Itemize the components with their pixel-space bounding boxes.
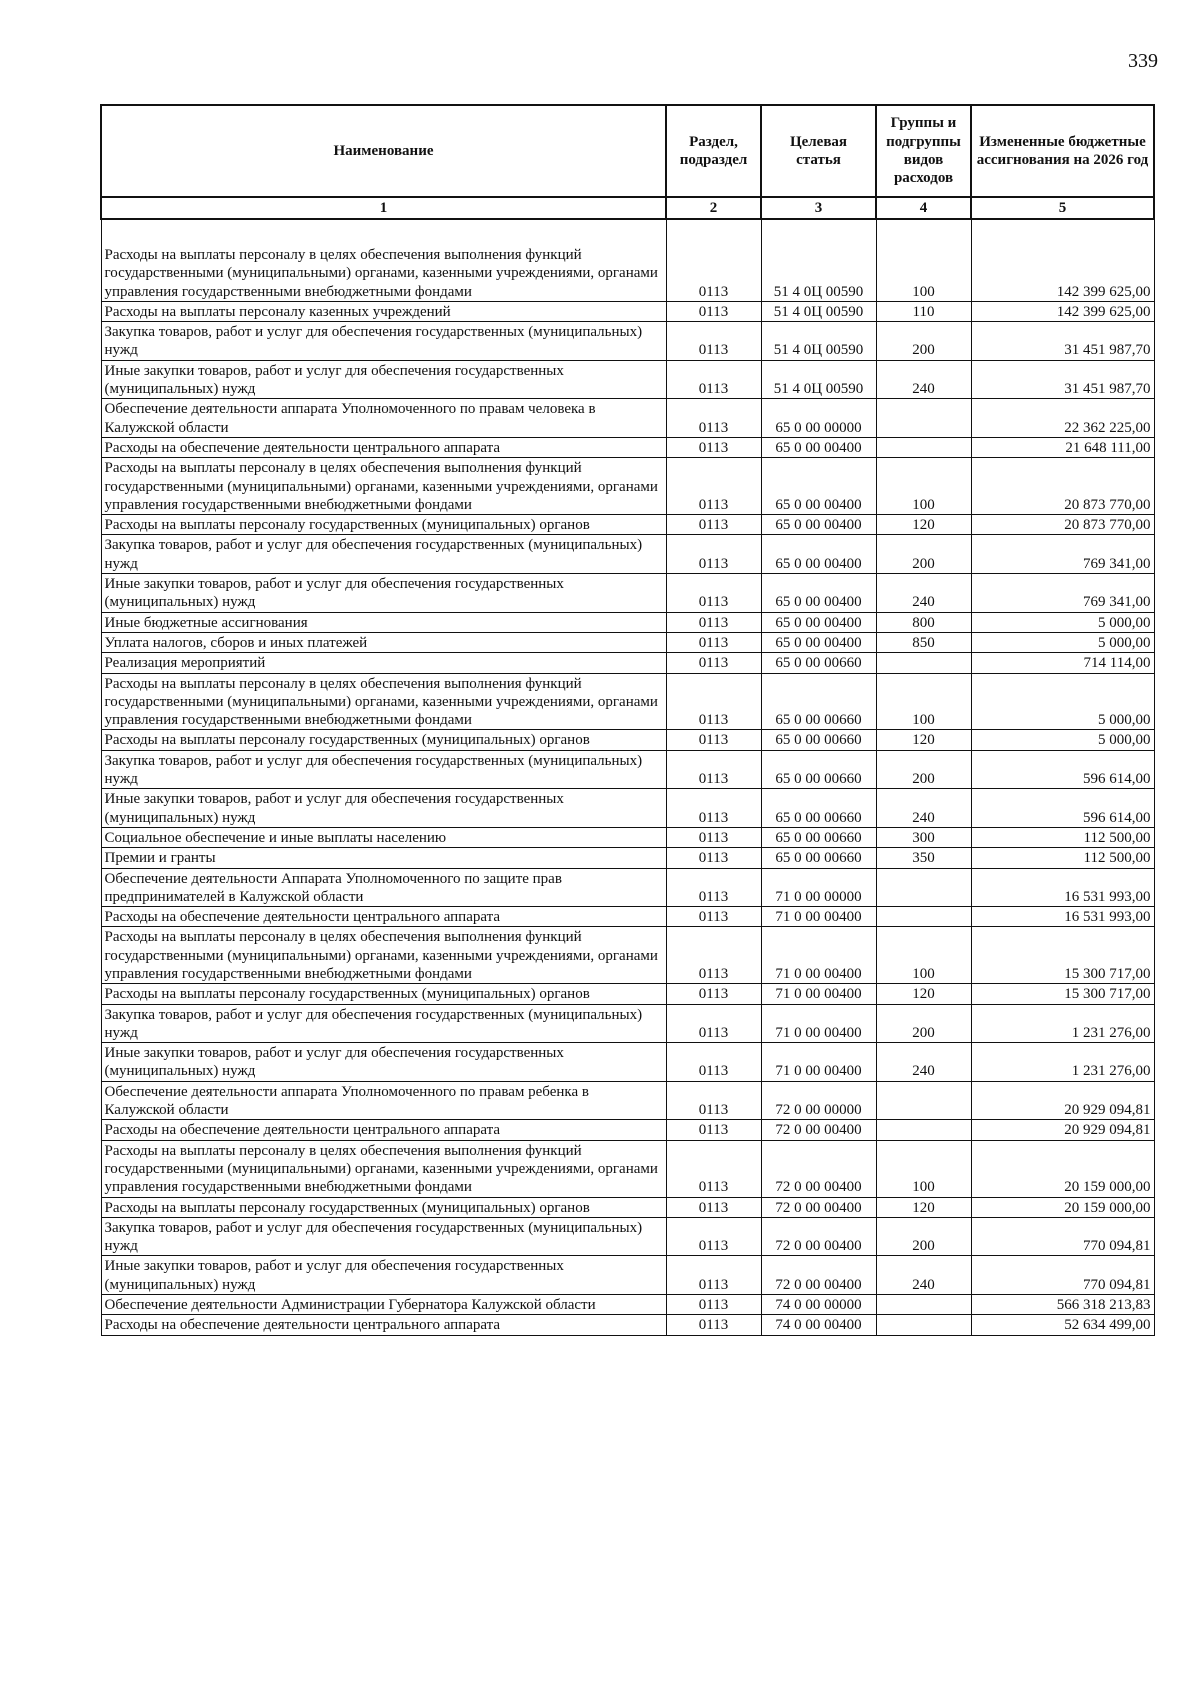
row-group: 240 xyxy=(876,1256,971,1295)
row-amount: 20 873 770,00 xyxy=(971,458,1154,515)
row-amount: 566 318 213,83 xyxy=(971,1295,1154,1315)
row-target: 65 0 00 00400 xyxy=(761,437,876,457)
row-section: 0113 xyxy=(666,1081,761,1120)
row-name: Иные закупки товаров, работ и услуг для обеспечения государственных (муниципальных) нужд xyxy=(101,789,666,828)
row-group: 100 xyxy=(876,219,971,301)
row-section: 0113 xyxy=(666,1120,761,1140)
row-section: 0113 xyxy=(666,1197,761,1217)
row-group xyxy=(876,1315,971,1335)
table-row xyxy=(101,322,1154,361)
budget-table xyxy=(100,104,1155,1336)
table-row xyxy=(101,535,1154,574)
row-section: 0113 xyxy=(666,360,761,399)
table-row xyxy=(101,984,1154,1004)
table-row xyxy=(101,515,1154,535)
row-section: 0113 xyxy=(666,1256,761,1295)
row-name: Расходы на выплаты персоналу государственных (муниципальных) органов xyxy=(101,1197,666,1217)
row-group: 240 xyxy=(876,1043,971,1082)
row-amount: 769 341,00 xyxy=(971,574,1154,613)
row-target: 51 4 0Ц 00590 xyxy=(761,219,876,301)
row-name: Реализация мероприятий xyxy=(101,653,666,673)
row-group: 120 xyxy=(876,1197,971,1217)
table-row xyxy=(101,848,1154,868)
row-group: 350 xyxy=(876,848,971,868)
column-number: 4 xyxy=(876,197,971,219)
row-section: 0113 xyxy=(666,301,761,321)
row-amount: 31 451 987,70 xyxy=(971,360,1154,399)
row-group: 120 xyxy=(876,730,971,750)
row-section: 0113 xyxy=(666,1140,761,1197)
row-group: 100 xyxy=(876,927,971,984)
row-amount: 770 094,81 xyxy=(971,1256,1154,1295)
row-name: Иные бюджетные ассигнования xyxy=(101,612,666,632)
row-section: 0113 xyxy=(666,984,761,1004)
table-row xyxy=(101,437,1154,457)
row-target: 65 0 00 00660 xyxy=(761,848,876,868)
row-group: 100 xyxy=(876,1140,971,1197)
row-section: 0113 xyxy=(666,399,761,438)
row-name: Обеспечение деятельности Аппарата Уполномоченного по защите прав предпринимателей в Калужской области xyxy=(101,868,666,907)
row-target: 72 0 00 00000 xyxy=(761,1081,876,1120)
table-row xyxy=(101,907,1154,927)
row-target: 71 0 00 00400 xyxy=(761,927,876,984)
row-name: Расходы на выплаты персоналу в целях обеспечения выполнения функций государственными (муниципальными) органами, казенными учреждениями, органами управления государственными внебюджетными фондами xyxy=(101,673,666,730)
row-section: 0113 xyxy=(666,1217,761,1256)
row-section: 0113 xyxy=(666,632,761,652)
row-name: Расходы на выплаты персоналу государственных (муниципальных) органов xyxy=(101,730,666,750)
row-group: 200 xyxy=(876,1004,971,1043)
row-amount: 770 094,81 xyxy=(971,1217,1154,1256)
table-row xyxy=(101,827,1154,847)
row-target: 65 0 00 00400 xyxy=(761,535,876,574)
row-name: Обеспечение деятельности Администрации Губернатора Калужской области xyxy=(101,1295,666,1315)
row-name: Социальное обеспечение и иные выплаты населению xyxy=(101,827,666,847)
row-section: 0113 xyxy=(666,535,761,574)
table-row xyxy=(101,360,1154,399)
row-section: 0113 xyxy=(666,322,761,361)
column-number: 5 xyxy=(971,197,1154,219)
row-group: 300 xyxy=(876,827,971,847)
row-amount: 596 614,00 xyxy=(971,750,1154,789)
row-section: 0113 xyxy=(666,612,761,632)
table-row xyxy=(101,458,1154,515)
row-group: 100 xyxy=(876,673,971,730)
row-section: 0113 xyxy=(666,750,761,789)
row-section: 0113 xyxy=(666,848,761,868)
row-amount: 15 300 717,00 xyxy=(971,984,1154,1004)
row-section: 0113 xyxy=(666,515,761,535)
row-target: 71 0 00 00400 xyxy=(761,907,876,927)
row-target: 72 0 00 00400 xyxy=(761,1217,876,1256)
row-amount: 22 362 225,00 xyxy=(971,399,1154,438)
row-section: 0113 xyxy=(666,1004,761,1043)
page-number: 339 xyxy=(1128,50,1158,72)
table-row xyxy=(101,301,1154,321)
row-name: Расходы на обеспечение деятельности центрального аппарата xyxy=(101,907,666,927)
table-row xyxy=(101,219,1154,301)
row-name: Расходы на выплаты персоналу казенных учреждений xyxy=(101,301,666,321)
row-amount: 1 231 276,00 xyxy=(971,1043,1154,1082)
row-name: Премии и гранты xyxy=(101,848,666,868)
table-row xyxy=(101,730,1154,750)
row-section: 0113 xyxy=(666,653,761,673)
row-target: 51 4 0Ц 00590 xyxy=(761,360,876,399)
row-amount: 20 159 000,00 xyxy=(971,1197,1154,1217)
row-group: 240 xyxy=(876,789,971,828)
table-row xyxy=(101,574,1154,613)
row-amount: 5 000,00 xyxy=(971,632,1154,652)
row-group: 200 xyxy=(876,750,971,789)
row-target: 65 0 00 00660 xyxy=(761,789,876,828)
column-number: 2 xyxy=(666,197,761,219)
row-section: 0113 xyxy=(666,927,761,984)
row-target: 74 0 00 00000 xyxy=(761,1295,876,1315)
row-name: Закупка товаров, работ и услуг для обеспечения государственных (муниципальных) нужд xyxy=(101,535,666,574)
table-row xyxy=(101,868,1154,907)
row-target: 71 0 00 00400 xyxy=(761,1043,876,1082)
row-amount: 5 000,00 xyxy=(971,612,1154,632)
row-amount: 15 300 717,00 xyxy=(971,927,1154,984)
table-row xyxy=(101,1043,1154,1082)
row-amount: 31 451 987,70 xyxy=(971,322,1154,361)
row-name: Расходы на выплаты персоналу государственных (муниципальных) органов xyxy=(101,984,666,1004)
row-target: 71 0 00 00400 xyxy=(761,984,876,1004)
row-target: 65 0 00 00400 xyxy=(761,574,876,613)
column-number: 1 xyxy=(101,197,666,219)
row-group: 200 xyxy=(876,535,971,574)
row-name: Иные закупки товаров, работ и услуг для обеспечения государственных (муниципальных) нужд xyxy=(101,1043,666,1082)
row-target: 74 0 00 00400 xyxy=(761,1315,876,1335)
row-amount: 16 531 993,00 xyxy=(971,907,1154,927)
row-section: 0113 xyxy=(666,827,761,847)
row-name: Расходы на выплаты персоналу в целях обеспечения выполнения функций государственными (муниципальными) органами, казенными учреждениями, органами управления государственными внебюджетными фондами xyxy=(101,1140,666,1197)
row-section: 0113 xyxy=(666,1315,761,1335)
table-row xyxy=(101,632,1154,652)
row-amount: 1 231 276,00 xyxy=(971,1004,1154,1043)
row-amount: 5 000,00 xyxy=(971,730,1154,750)
row-amount: 52 634 499,00 xyxy=(971,1315,1154,1335)
row-amount: 16 531 993,00 xyxy=(971,868,1154,907)
row-target: 51 4 0Ц 00590 xyxy=(761,322,876,361)
header-name: Наименование xyxy=(101,105,666,197)
row-group xyxy=(876,1120,971,1140)
row-name: Обеспечение деятельности аппарата Уполномоченного по правам ребенка в Калужской области xyxy=(101,1081,666,1120)
row-target: 65 0 00 00400 xyxy=(761,515,876,535)
row-name: Иные закупки товаров, работ и услуг для обеспечения государственных (муниципальных) нужд xyxy=(101,1256,666,1295)
row-group: 110 xyxy=(876,301,971,321)
row-name: Расходы на выплаты персоналу в целях обеспечения выполнения функций государственными (муниципальными) органами, казенными учреждениями, органами управления государственными внебюджетными фондами xyxy=(101,458,666,515)
row-section: 0113 xyxy=(666,1295,761,1315)
table-row xyxy=(101,399,1154,438)
row-target: 72 0 00 00400 xyxy=(761,1197,876,1217)
row-target: 65 0 00 00660 xyxy=(761,653,876,673)
table-body xyxy=(101,219,1154,1335)
row-group xyxy=(876,1081,971,1120)
table-row xyxy=(101,1120,1154,1140)
row-section: 0113 xyxy=(666,868,761,907)
row-name: Расходы на выплаты персоналу в целях обеспечения выполнения функций государственными (муниципальными) органами, казенными учреждениями, органами управления государственными внебюджетными фондами xyxy=(101,219,666,301)
row-group: 120 xyxy=(876,515,971,535)
table-header-row xyxy=(101,105,1154,197)
row-section: 0113 xyxy=(666,789,761,828)
row-amount: 112 500,00 xyxy=(971,848,1154,868)
row-name: Расходы на выплаты персоналу в целях обеспечения выполнения функций государственными (муниципальными) органами, казенными учреждениями, органами управления государственными внебюджетными фондами xyxy=(101,927,666,984)
row-group xyxy=(876,399,971,438)
row-target: 65 0 00 00660 xyxy=(761,827,876,847)
row-target: 72 0 00 00400 xyxy=(761,1256,876,1295)
header-amount: Измененные бюджетные ассигнования на 2026 год xyxy=(971,105,1154,197)
table-row xyxy=(101,653,1154,673)
row-name: Расходы на выплаты персоналу государственных (муниципальных) органов xyxy=(101,515,666,535)
row-amount: 596 614,00 xyxy=(971,789,1154,828)
row-target: 71 0 00 00400 xyxy=(761,1004,876,1043)
row-section: 0113 xyxy=(666,907,761,927)
row-name: Закупка товаров, работ и услуг для обеспечения государственных (муниципальных) нужд xyxy=(101,750,666,789)
row-name: Иные закупки товаров, работ и услуг для обеспечения государственных (муниципальных) нужд xyxy=(101,574,666,613)
table-row xyxy=(101,750,1154,789)
row-section: 0113 xyxy=(666,458,761,515)
row-amount: 714 114,00 xyxy=(971,653,1154,673)
row-name: Обеспечение деятельности аппарата Уполномоченного по правам человека в Калужской области xyxy=(101,399,666,438)
column-number: 3 xyxy=(761,197,876,219)
row-section: 0113 xyxy=(666,219,761,301)
row-target: 72 0 00 00400 xyxy=(761,1120,876,1140)
row-group xyxy=(876,653,971,673)
row-group: 850 xyxy=(876,632,971,652)
row-section: 0113 xyxy=(666,673,761,730)
row-amount: 20 873 770,00 xyxy=(971,515,1154,535)
row-group: 800 xyxy=(876,612,971,632)
row-target: 71 0 00 00000 xyxy=(761,868,876,907)
row-section: 0113 xyxy=(666,437,761,457)
row-name: Расходы на обеспечение деятельности центрального аппарата xyxy=(101,437,666,457)
table-row xyxy=(101,1315,1154,1335)
row-amount: 20 159 000,00 xyxy=(971,1140,1154,1197)
table-row xyxy=(101,1295,1154,1315)
column-number-row xyxy=(101,197,1154,219)
row-amount: 20 929 094,81 xyxy=(971,1120,1154,1140)
row-target: 65 0 00 00660 xyxy=(761,673,876,730)
table-row xyxy=(101,927,1154,984)
row-target: 65 0 00 00400 xyxy=(761,458,876,515)
table-row xyxy=(101,1217,1154,1256)
row-group xyxy=(876,868,971,907)
row-target: 65 0 00 00400 xyxy=(761,632,876,652)
row-section: 0113 xyxy=(666,730,761,750)
table-row xyxy=(101,789,1154,828)
row-amount: 5 000,00 xyxy=(971,673,1154,730)
row-section: 0113 xyxy=(666,574,761,613)
table-row xyxy=(101,612,1154,632)
row-target: 51 4 0Ц 00590 xyxy=(761,301,876,321)
row-group xyxy=(876,1295,971,1315)
row-name: Закупка товаров, работ и услуг для обеспечения государственных (муниципальных) нужд xyxy=(101,1217,666,1256)
row-target: 65 0 00 00400 xyxy=(761,612,876,632)
table-row xyxy=(101,1256,1154,1295)
row-group: 240 xyxy=(876,360,971,399)
row-amount: 21 648 111,00 xyxy=(971,437,1154,457)
row-group: 200 xyxy=(876,1217,971,1256)
table-row xyxy=(101,1197,1154,1217)
row-name: Закупка товаров, работ и услуг для обеспечения государственных (муниципальных) нужд xyxy=(101,1004,666,1043)
row-name: Расходы на обеспечение деятельности центрального аппарата xyxy=(101,1315,666,1335)
row-group: 240 xyxy=(876,574,971,613)
row-group: 100 xyxy=(876,458,971,515)
row-target: 65 0 00 00660 xyxy=(761,730,876,750)
table-row xyxy=(101,1140,1154,1197)
table-row xyxy=(101,673,1154,730)
row-amount: 142 399 625,00 xyxy=(971,301,1154,321)
header-group: Группы и подгруппы видов расходов xyxy=(876,105,971,197)
header-target: Целевая статья xyxy=(761,105,876,197)
row-amount: 112 500,00 xyxy=(971,827,1154,847)
row-section: 0113 xyxy=(666,1043,761,1082)
row-group: 120 xyxy=(876,984,971,1004)
row-name: Расходы на обеспечение деятельности центрального аппарата xyxy=(101,1120,666,1140)
table-row xyxy=(101,1081,1154,1120)
header-section: Раздел, подраздел xyxy=(666,105,761,197)
row-group xyxy=(876,907,971,927)
row-amount: 20 929 094,81 xyxy=(971,1081,1154,1120)
row-target: 72 0 00 00400 xyxy=(761,1140,876,1197)
row-name: Закупка товаров, работ и услуг для обеспечения государственных (муниципальных) нужд xyxy=(101,322,666,361)
row-target: 65 0 00 00660 xyxy=(761,750,876,789)
row-name: Иные закупки товаров, работ и услуг для обеспечения государственных (муниципальных) нужд xyxy=(101,360,666,399)
row-name: Уплата налогов, сборов и иных платежей xyxy=(101,632,666,652)
row-group: 200 xyxy=(876,322,971,361)
row-target: 65 0 00 00000 xyxy=(761,399,876,438)
row-amount: 142 399 625,00 xyxy=(971,219,1154,301)
row-group xyxy=(876,437,971,457)
table-row xyxy=(101,1004,1154,1043)
row-amount: 769 341,00 xyxy=(971,535,1154,574)
